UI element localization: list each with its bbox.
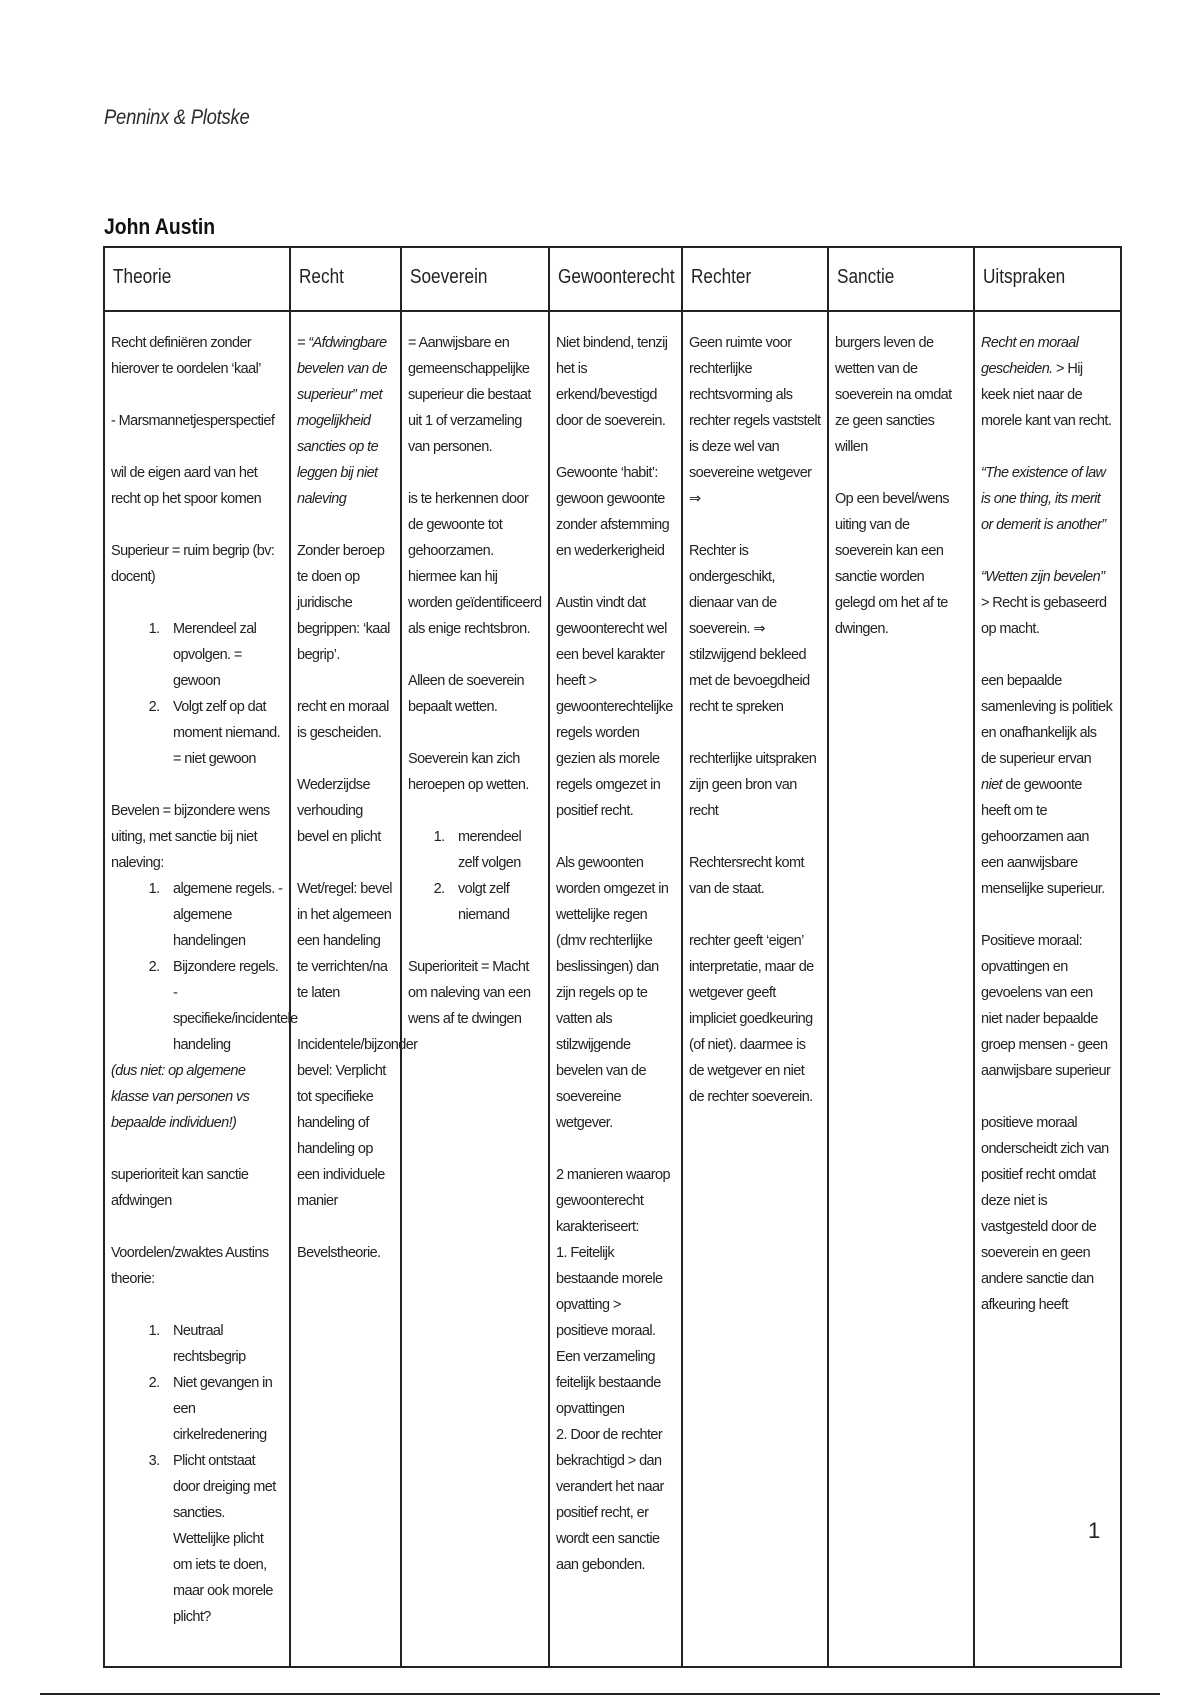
list-item: 2. Niet gevangen in een cirkelredenering [163, 1370, 283, 1448]
recht-text: Wet/regel: bevel in het algemeen een handeling te verrichten/na te laten [297, 881, 392, 1001]
column-header-rechter: Rechter [682, 247, 828, 311]
list-item: 2. Volgt zelf op dat moment niemand. = niet gewoon [163, 694, 283, 772]
gewoonterecht-text: 2. Door de rechter bekrachtigd > dan verandert het naar positief recht, er wordt een sanctie aan gebonden. [556, 1427, 664, 1573]
uitspraken-text: Positieve moraal: opvattingen en gevoelens van een niet nader bepaalde groep mensen - geen aanwijsbare superieur [981, 933, 1111, 1079]
theorie-text: - Marsmannetjesperspectief [111, 413, 275, 429]
theorie-text: Voordelen/zwaktes Austins theorie: [111, 1245, 269, 1287]
recht-text: Wederzijdse verhouding bevel en plicht [297, 777, 381, 845]
sanctie-text: burgers leven de wetten van de soeverein na omdat ze geen sancties willen [835, 335, 952, 455]
soeverein-text: Soeverein kan zich heroepen op wetten. [408, 751, 529, 793]
gewoonterecht-text: Als gewoonten worden omgezet in wettelijke regen (dmv rechterlijke beslissingen) dan zijn regels op te vatten als stilzwijgende bevelen van de soevereine wetgever. [556, 855, 669, 1131]
recht-definition: = “Afdwingbare bevelen van de superieur” met mogelijkheid sancties op te leggen bij niet naleving [297, 335, 387, 507]
column-header-uitspraken: Uitspraken [974, 247, 1121, 311]
cell-uitspraken [974, 311, 1121, 1667]
soeverein-text: Superioriteit = Macht om naleving van een wens af te dwingen [408, 959, 531, 1027]
rechter-text: rechter geeft ‘eigen’ interpretatie, maar de wetgever geeft impliciet goedkeuring (of niet). daarmee is de wetgever en niet de rechter soeverein. [689, 933, 814, 1105]
theorie-text: Bevelen = bijzondere wens uiting, met sanctie bij niet naleving: [111, 803, 270, 871]
uitspraken-text: “Wetten zijn bevelen” > Recht is gebaseerd op macht. [981, 569, 1107, 637]
column-header-sanctie: Sanctie [828, 247, 974, 311]
soeverein-text: is te herkennen door de gewoonte tot gehoorzamen. hiermee kan hij worden geïdentificeerd als enige rechtsbron. [408, 491, 542, 637]
soeverein-text: = Aanwijsbare en gemeenschappelijke superieur die bestaat uit 1 of verzameling van personen. [408, 335, 531, 455]
uitspraken-text: Recht en moraal gescheiden. > Hij keek niet naar de morele kant van recht. [981, 335, 1112, 429]
uitspraken-quote: “The existence of law is one thing, its merit or demerit is another” [981, 465, 1106, 533]
recht-text: Zonder beroep te doen op juridische begrippen: ‘kaal begrip’. [297, 543, 390, 663]
gewoonterecht-text: Gewoonte ‘habit’: gewoon gewoonte zonder afstemming en wederkerigheid [556, 465, 670, 559]
gewoonterecht-text: 2 manieren waarop gewoonterecht karakteriseert: [556, 1167, 670, 1235]
column-header-soeverein: Soeverein [401, 247, 549, 311]
list-item: 1. Merendeel zal opvolgen. = gewoon [163, 616, 283, 694]
soeverein-list [408, 824, 542, 928]
cell-rechter [682, 311, 828, 1667]
list-item: 3. Plicht ontstaat door dreiging met sancties. Wettelijke plicht om iets te doen, maar ook morele plicht? [163, 1448, 283, 1630]
rechter-text: Rechtersrecht komt van de staat. [689, 855, 804, 897]
gewoonterecht-text: Austin vindt dat gewoonterecht wel een bevel karakter heeft > gewoonterechtelijke regels worden gezien als morele regels omgezet in positief recht. [556, 595, 673, 819]
rechter-text: rechterlijke uitspraken zijn geen bron van recht [689, 751, 817, 819]
table-header-row [104, 247, 1121, 311]
cell-theorie [104, 311, 298, 1667]
cell-soeverein [401, 311, 549, 1667]
list-item: 2. Bijzondere regels. - specifieke/incidentele handeling [163, 954, 283, 1058]
section-title: John Austin [104, 214, 216, 239]
theorie-list-superieur [111, 616, 283, 772]
theorie-list-voordelen [111, 1318, 283, 1630]
gewoonterecht-text: Niet bindend, tenzij het is erkend/bevestigd door de soeverein. [556, 335, 668, 429]
column-header-theorie: Theorie [104, 247, 290, 311]
uitspraken-text: positieve moraal onderscheidt zich van positief recht omdat deze niet is vastgesteld door de soeverein en geen andere sanctie dan afkeuring heeft [981, 1115, 1109, 1313]
cell-sanctie [828, 311, 974, 1667]
theorie-text: Recht definiëren zonder hierover te oordelen ‘kaal’ [111, 335, 261, 377]
rechter-text: Geen ruimte voor rechterlijke rechtsvorming als rechter regels vaststelt is deze wel van soevereine wetgever ⇒ [689, 335, 821, 507]
document-header-authors: Penninx & Plotske [104, 106, 250, 129]
page-number: 1 [1088, 1518, 1101, 1543]
recht-text: Bevelstheorie. [297, 1245, 381, 1261]
list-item: 1. Neutraal rechtsbegrip [163, 1318, 283, 1370]
column-header-recht: Recht [290, 247, 401, 311]
theorie-text: wil de eigen aard van het recht op het spoor komen [111, 465, 262, 507]
list-item: 1. algemene regels. - algemene handelingen [163, 876, 283, 954]
theorie-text: superioriteit kan sanctie afdwingen [111, 1167, 249, 1209]
rechter-text: Rechter is ondergeschikt, dienaar van de soeverein. ⇒ stilzwijgend bekleed met de bevoegdheid recht te spreken [689, 543, 810, 715]
sanctie-text: Op een bevel/wens uiting van de soeverein kan een sanctie worden gelegd om het af te dwingen. [835, 491, 949, 637]
theorie-list-bevelen [111, 876, 298, 1058]
column-header-gewoonterecht: Gewoonterecht [549, 247, 682, 311]
table-row [104, 311, 1121, 1667]
list-item: 2. volgt zelf niemand [448, 876, 542, 928]
theorie-note: (dus niet: op algemene klasse van personen vs bepaalde individuen!) [111, 1063, 250, 1131]
list-item: 1. merendeel zelf volgen [448, 824, 542, 876]
theorie-text: Superieur = ruim begrip (bv: docent) [111, 543, 275, 585]
cell-gewoonterecht [549, 311, 682, 1667]
recht-text: Incidentele/bijzonder bevel: Verplicht tot specifieke handeling of handeling op een individuele manier [297, 1037, 418, 1209]
austin-summary-table [103, 246, 1122, 1668]
uitspraken-text: een bepaalde samenleving is politiek en onafhankelijk als de superieur ervan niet de gewoonte heeft om te gehoorzamen aan een aanwijsbare menselijke superieur. [981, 673, 1113, 897]
gewoonterecht-text: 1. Feitelijk bestaande morele opvatting > positieve moraal. Een verzameling feitelijk bestaande opvattingen [556, 1245, 663, 1417]
cell-recht [290, 311, 418, 1667]
soeverein-text: Alleen de soeverein bepaalt wetten. [408, 673, 524, 715]
recht-text: recht en moraal is gescheiden. [297, 699, 389, 741]
footer-divider [40, 1693, 1160, 1695]
